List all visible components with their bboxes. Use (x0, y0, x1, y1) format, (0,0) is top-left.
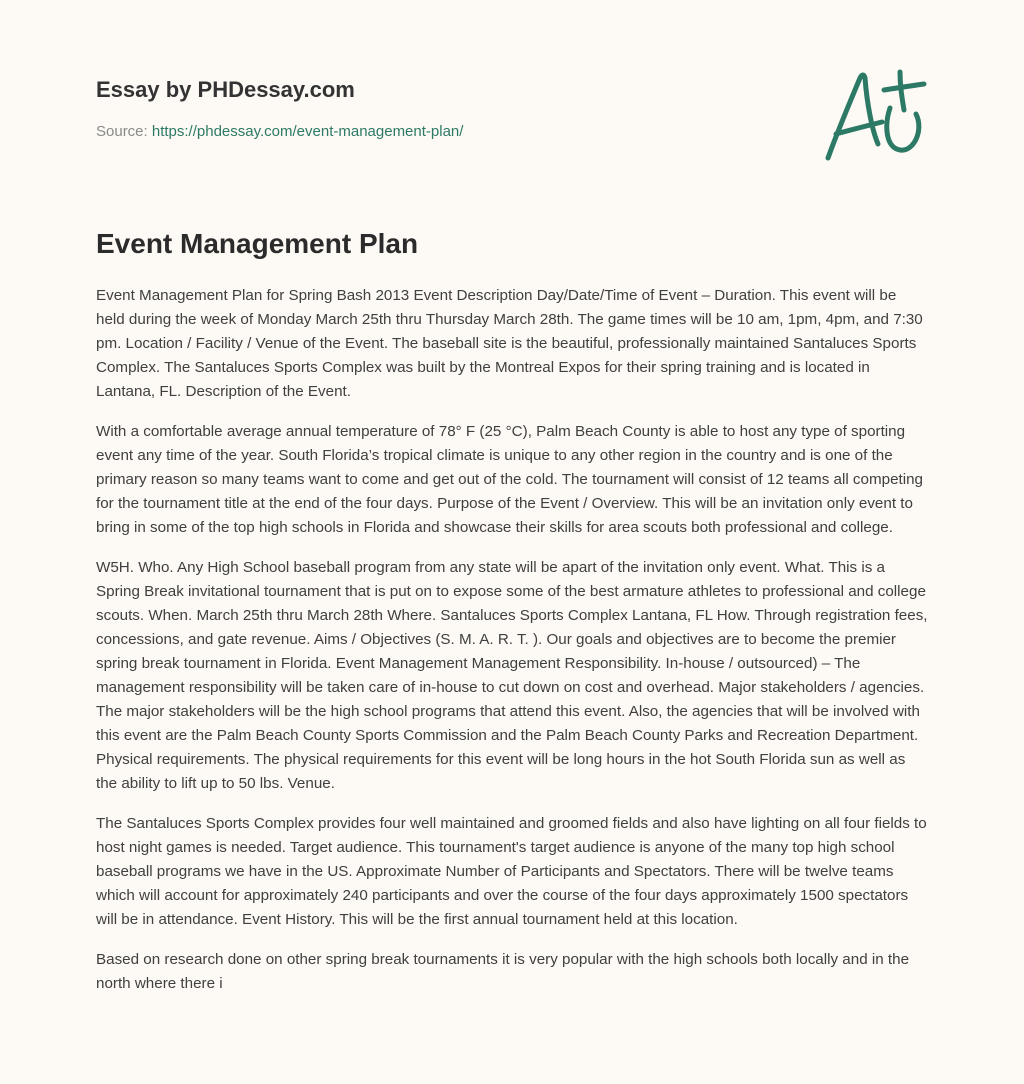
page-header (96, 74, 796, 142)
a-plus-logo-icon (820, 64, 930, 168)
paragraph: Event Management Plan for Spring Bash 2013 Event Description Day/Date/Time of Event – Duration. This event will be held during the week of Monday March 25th thru Thursday March 28th. The game times will be 10 am, 1pm, 4pm, and 7:30 pm. Location / Facility / Venue of the Event. The baseball site is the beautiful, professionally maintained Santaluces Sports Complex. The Santaluces Sports Complex was built by the Montreal Expos for their spring training and is located in Lantana, FL. Description of the Event. (96, 287, 923, 400)
source-label: Source: (96, 123, 148, 140)
site-title: Essay by PHDessay.com (96, 77, 355, 102)
paragraph: With a comfortable average annual temperature of 78° F (25 °C), Palm Beach County is able to host any type of sporting event any time of the year. South Florida’s tropical climate is unique to any other region in the country and is one of the primary reason so many teams want to come and get out of the cold. The tournament will consist of 12 teams all competing for the tournament title at the end of the four days. Purpose of the Event / Overview. This will be an invitation only event to bring in some of the top high schools in Florida and showcase their skills for area scouts both professional and college. (96, 423, 924, 536)
source-link[interactable]: https://phdessay.com/event-management-plan/ (151, 123, 464, 140)
paragraph: The Santaluces Sports Complex provides four well maintained and groomed fields and also have lighting on all four fields to host night games is needed. Target audience. This tournament's target audience is anyone of the many top high school baseball programs we have in the US. Approximate Number of Participants and Spectators. There will be twelve teams which will account for approximately 240 participants and over the course of the four days approximately 1500 spectators will be in attendance. Event History. This will be the first annual tournament held at this location. (96, 815, 927, 928)
paragraph: Based on research done on other spring break tournaments it is very popular with the high schools both locally and in the north where there i (96, 951, 910, 992)
article-body (96, 284, 928, 1012)
article-title: Event Management Plan (96, 228, 419, 259)
paragraph: W5H. Who. Any High School baseball program from any state will be apart of the invitation only event. What. This is a Spring Break invitational tournament that is put on to expose some of the best armature athletes to professional and college scouts. When. March 25th thru March 28th Where. Santaluces Sports Complex Lantana, FL How. Through registration fees, concessions, and gate revenue. Aims / Objectives (S. M. A. R. T. ). Our goals and objectives are to become the premier spring break tournament in Florida. Event Management Management Responsibility. In-house / outsourced) – The management responsibility will be taken care of in-house to cut down on cost and overhead. Major stakeholders / agencies. The major stakeholders will be the high school programs that attend this event. Also, the agencies that will be involved with this event are the Palm Beach County Sports Commission and the Palm Beach County Parks and Recreation Department. Physical requirements. The physical requirements for this event will be long hours in the hot South Florida sun as well as the ability to lift up to 50 lbs. Venue. (96, 559, 928, 792)
source-line (96, 122, 796, 142)
